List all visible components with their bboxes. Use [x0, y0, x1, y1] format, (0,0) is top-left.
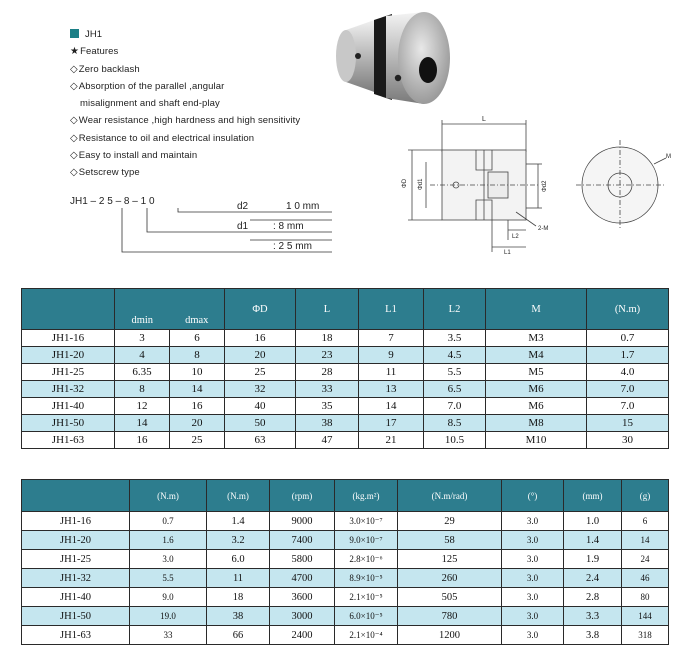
t2-header-cell: (kg.m²)	[335, 480, 398, 512]
t1-header-L: L	[296, 289, 359, 330]
table-cell: JH1-40	[22, 398, 115, 415]
table-cell: 20	[170, 415, 225, 432]
table-cell: 10.5	[424, 432, 486, 449]
feature-text: Resistance to oil and electrical insulation	[78, 132, 255, 144]
table-cell: 16	[225, 330, 296, 347]
performance-table	[21, 479, 669, 645]
table-cell: 14	[359, 398, 424, 415]
table-cell: JH1-63	[22, 626, 130, 645]
table-row	[22, 330, 669, 347]
table-row	[22, 607, 669, 626]
table-cell: 1.4	[564, 531, 622, 550]
feature-text: Zero backlash	[78, 63, 140, 75]
title-square-icon	[70, 29, 79, 38]
table-cell: 2.1×10⁻⁴	[335, 626, 398, 645]
feature-text: Wear resistance ,high hardness and high sensitivity	[78, 115, 301, 127]
table-cell: 12	[115, 398, 170, 415]
table-cell: 7.0	[424, 398, 486, 415]
table-cell: 58	[398, 531, 502, 550]
table-cell: 33	[130, 626, 207, 645]
table-cell: M3	[486, 330, 587, 347]
table-cell: 3.8	[564, 626, 622, 645]
table-cell: M4	[486, 347, 587, 364]
table-cell: 7	[359, 330, 424, 347]
t2-header-cell: (rpm)	[270, 480, 335, 512]
t1-header-L2: L2	[424, 289, 486, 330]
table-cell: 2.8	[564, 588, 622, 607]
table-cell: 30	[587, 432, 669, 449]
table-cell: 5.5	[424, 364, 486, 381]
table-cell: 14	[170, 381, 225, 398]
table-cell: 33	[296, 381, 359, 398]
table-cell: 3.3	[564, 607, 622, 626]
table-cell: 46	[622, 569, 669, 588]
table-cell: 29	[398, 512, 502, 531]
t1-header-phiD: ΦD	[225, 289, 296, 330]
table-cell: 13	[359, 381, 424, 398]
diamond-bullet-icon: ◇	[70, 63, 78, 75]
label-M: M	[666, 154, 671, 160]
table-cell: JH1-50	[22, 607, 130, 626]
table-cell: 63	[225, 432, 296, 449]
table-cell: 3.0	[502, 626, 564, 645]
table-cell: 10	[170, 364, 225, 381]
t1-header-d	[115, 289, 225, 312]
table-cell: M6	[486, 381, 587, 398]
table-cell: M5	[486, 364, 587, 381]
table-cell: 6.0×10⁻⁵	[335, 607, 398, 626]
table-cell: 2.8×10⁻⁶	[335, 550, 398, 569]
table-cell: 5800	[270, 550, 335, 569]
diamond-bullet-icon: ◇	[70, 167, 78, 179]
table-cell: JH1-20	[22, 531, 130, 550]
label-2M: 2-M	[538, 226, 549, 232]
table-cell: 260	[398, 569, 502, 588]
table-cell: 66	[207, 626, 270, 645]
d2-label: d2	[237, 201, 249, 212]
table-cell: 4.0	[587, 364, 669, 381]
table-cell: 3.2	[207, 531, 270, 550]
table-cell: 3.0	[502, 550, 564, 569]
table-cell: 11	[207, 569, 270, 588]
diamond-bullet-icon: ◇	[70, 150, 78, 162]
table-cell: 8	[115, 381, 170, 398]
table-cell: 25	[170, 432, 225, 449]
table-cell: 6.35	[115, 364, 170, 381]
table-cell: JH1-50	[22, 415, 115, 432]
d1-value: : 8 mm	[273, 221, 304, 232]
feature-line	[70, 164, 400, 181]
table-cell: M6	[486, 398, 587, 415]
t1-header-M: M	[486, 289, 587, 330]
table-cell: 14	[115, 415, 170, 432]
table-cell: 3600	[270, 588, 335, 607]
table-cell: 8	[170, 347, 225, 364]
table-cell: 18	[207, 588, 270, 607]
table-row	[22, 531, 669, 550]
table-cell: 8.5	[424, 415, 486, 432]
dimensions-table	[21, 288, 669, 449]
table-cell: 1200	[398, 626, 502, 645]
feature-text: Absorption of the parallel ,angular	[78, 80, 225, 92]
table-cell: 2.1×10⁻⁵	[335, 588, 398, 607]
table-cell: 9.0	[130, 588, 207, 607]
table-row	[22, 512, 669, 531]
table-cell: 3.0	[502, 531, 564, 550]
d1-label: d1	[237, 221, 249, 232]
t1-header-torque: (N.m)	[587, 289, 669, 330]
t2-header-cell: (°)	[502, 480, 564, 512]
table-cell: M10	[486, 432, 587, 449]
table-cell: JH1-32	[22, 381, 115, 398]
table-cell: 7.0	[587, 398, 669, 415]
table-cell: 9.0×10⁻⁷	[335, 531, 398, 550]
table-cell: 3.0	[130, 550, 207, 569]
table-row	[22, 364, 669, 381]
table-cell: 3	[115, 330, 170, 347]
table-cell: 38	[207, 607, 270, 626]
table-cell: JH1-25	[22, 550, 130, 569]
size-value: : 2 5 mm	[273, 241, 312, 252]
table-cell: 4	[115, 347, 170, 364]
table-cell: 11	[359, 364, 424, 381]
table-row	[22, 569, 669, 588]
table-row	[22, 415, 669, 432]
t1-header-dmax: dmax	[170, 311, 225, 330]
feature-line	[70, 112, 400, 129]
table-cell: 4.5	[424, 347, 486, 364]
table-cell: 28	[296, 364, 359, 381]
table-cell: 1.4	[207, 512, 270, 531]
label-L1: L1	[504, 250, 511, 256]
t1-header-dmin: dmin	[115, 311, 170, 330]
table-cell: 7.0	[587, 381, 669, 398]
label-L2: L2	[512, 234, 519, 240]
table-cell: JH1-16	[22, 512, 130, 531]
table-row	[22, 347, 669, 364]
table-cell: 1.0	[564, 512, 622, 531]
table-row	[22, 626, 669, 645]
diamond-bullet-icon: ◇	[70, 115, 78, 127]
table-cell: 6.0	[207, 550, 270, 569]
table-cell: 9000	[270, 512, 335, 531]
star-icon: ★	[70, 46, 80, 58]
t2-header-cell: (N.m)	[130, 480, 207, 512]
table-cell: 3.5	[424, 330, 486, 347]
table-cell: 47	[296, 432, 359, 449]
table-cell: 780	[398, 607, 502, 626]
label-phid2: Φd2	[542, 180, 548, 192]
table-cell: JH1-32	[22, 569, 130, 588]
table-cell: JH1-25	[22, 364, 115, 381]
t1-header-model	[22, 289, 115, 330]
table-cell: 505	[398, 588, 502, 607]
table-cell: 3.0	[502, 588, 564, 607]
table-row	[22, 588, 669, 607]
table-cell: M8	[486, 415, 587, 432]
table-cell: 38	[296, 415, 359, 432]
table-cell: 23	[296, 347, 359, 364]
feature-text: misalignment and shaft end-play	[80, 98, 220, 110]
t1-header-L1: L1	[359, 289, 424, 330]
table-cell: 1.6	[130, 531, 207, 550]
table-row	[22, 381, 669, 398]
table-cell: 1.7	[587, 347, 669, 364]
table-row	[22, 550, 669, 569]
t2-header-cell	[22, 480, 130, 512]
table-cell: 0.7	[130, 512, 207, 531]
table-cell: 0.7	[587, 330, 669, 347]
table-cell: 25	[225, 364, 296, 381]
table-cell: 318	[622, 626, 669, 645]
table-cell: 15	[587, 415, 669, 432]
table-cell: 3.0	[502, 512, 564, 531]
table-cell: 19.0	[130, 607, 207, 626]
table-cell: 21	[359, 432, 424, 449]
table-cell: 2.4	[564, 569, 622, 588]
table-cell: 8.9×10⁻⁵	[335, 569, 398, 588]
t2-header-cell: (N.m)	[207, 480, 270, 512]
feature-line	[70, 130, 400, 147]
table-cell: 6	[622, 512, 669, 531]
table-cell: 3000	[270, 607, 335, 626]
table-cell: 18	[296, 330, 359, 347]
table-cell: 6.5	[424, 381, 486, 398]
table-row	[22, 398, 669, 415]
label-phid1: Φd1	[418, 178, 424, 190]
table-cell: JH1-20	[22, 347, 115, 364]
table-cell: 40	[225, 398, 296, 415]
table-cell: 5.5	[130, 569, 207, 588]
diamond-bullet-icon: ◇	[70, 80, 78, 92]
t2-header-cell: (mm)	[564, 480, 622, 512]
technical-drawing	[396, 112, 680, 262]
t2-header-cell: (g)	[622, 480, 669, 512]
model-code: JH1 – 2 5 – 8 – 1 0	[70, 196, 155, 207]
feature-text: Easy to install and maintain	[78, 150, 198, 162]
coupling-photo	[328, 8, 458, 108]
table-cell: 24	[622, 550, 669, 569]
table-cell: 1.9	[564, 550, 622, 569]
table-cell: 3.0	[502, 569, 564, 588]
label-phiD: ΦD	[402, 178, 408, 188]
table-cell: 32	[225, 381, 296, 398]
t2-header-cell: (N.m/rad)	[398, 480, 502, 512]
feature-line	[70, 147, 400, 164]
table-cell: 14	[622, 531, 669, 550]
table-cell: 80	[622, 588, 669, 607]
table-cell: 4700	[270, 569, 335, 588]
product-title: JH1	[70, 26, 400, 43]
table-cell: 6	[170, 330, 225, 347]
table-cell: JH1-40	[22, 588, 130, 607]
table-cell: 16	[115, 432, 170, 449]
table-cell: 50	[225, 415, 296, 432]
table-cell: 3.0×10⁻⁷	[335, 512, 398, 531]
feature-text: Features	[80, 46, 119, 58]
table-cell: 3.0	[502, 607, 564, 626]
table-cell: 17	[359, 415, 424, 432]
feature-text: Setscrew type	[78, 167, 140, 179]
table-cell: 2400	[270, 626, 335, 645]
diamond-bullet-icon: ◇	[70, 132, 78, 144]
table-cell: 144	[622, 607, 669, 626]
table-cell: 20	[225, 347, 296, 364]
table-cell: 9	[359, 347, 424, 364]
table-cell: JH1-16	[22, 330, 115, 347]
table-cell: 16	[170, 398, 225, 415]
table-cell: 35	[296, 398, 359, 415]
label-L: L	[482, 116, 486, 123]
table-cell: JH1-63	[22, 432, 115, 449]
table-row	[22, 432, 669, 449]
table-cell: 125	[398, 550, 502, 569]
d2-value: 1 0 mm	[286, 201, 320, 212]
table-cell: 7400	[270, 531, 335, 550]
